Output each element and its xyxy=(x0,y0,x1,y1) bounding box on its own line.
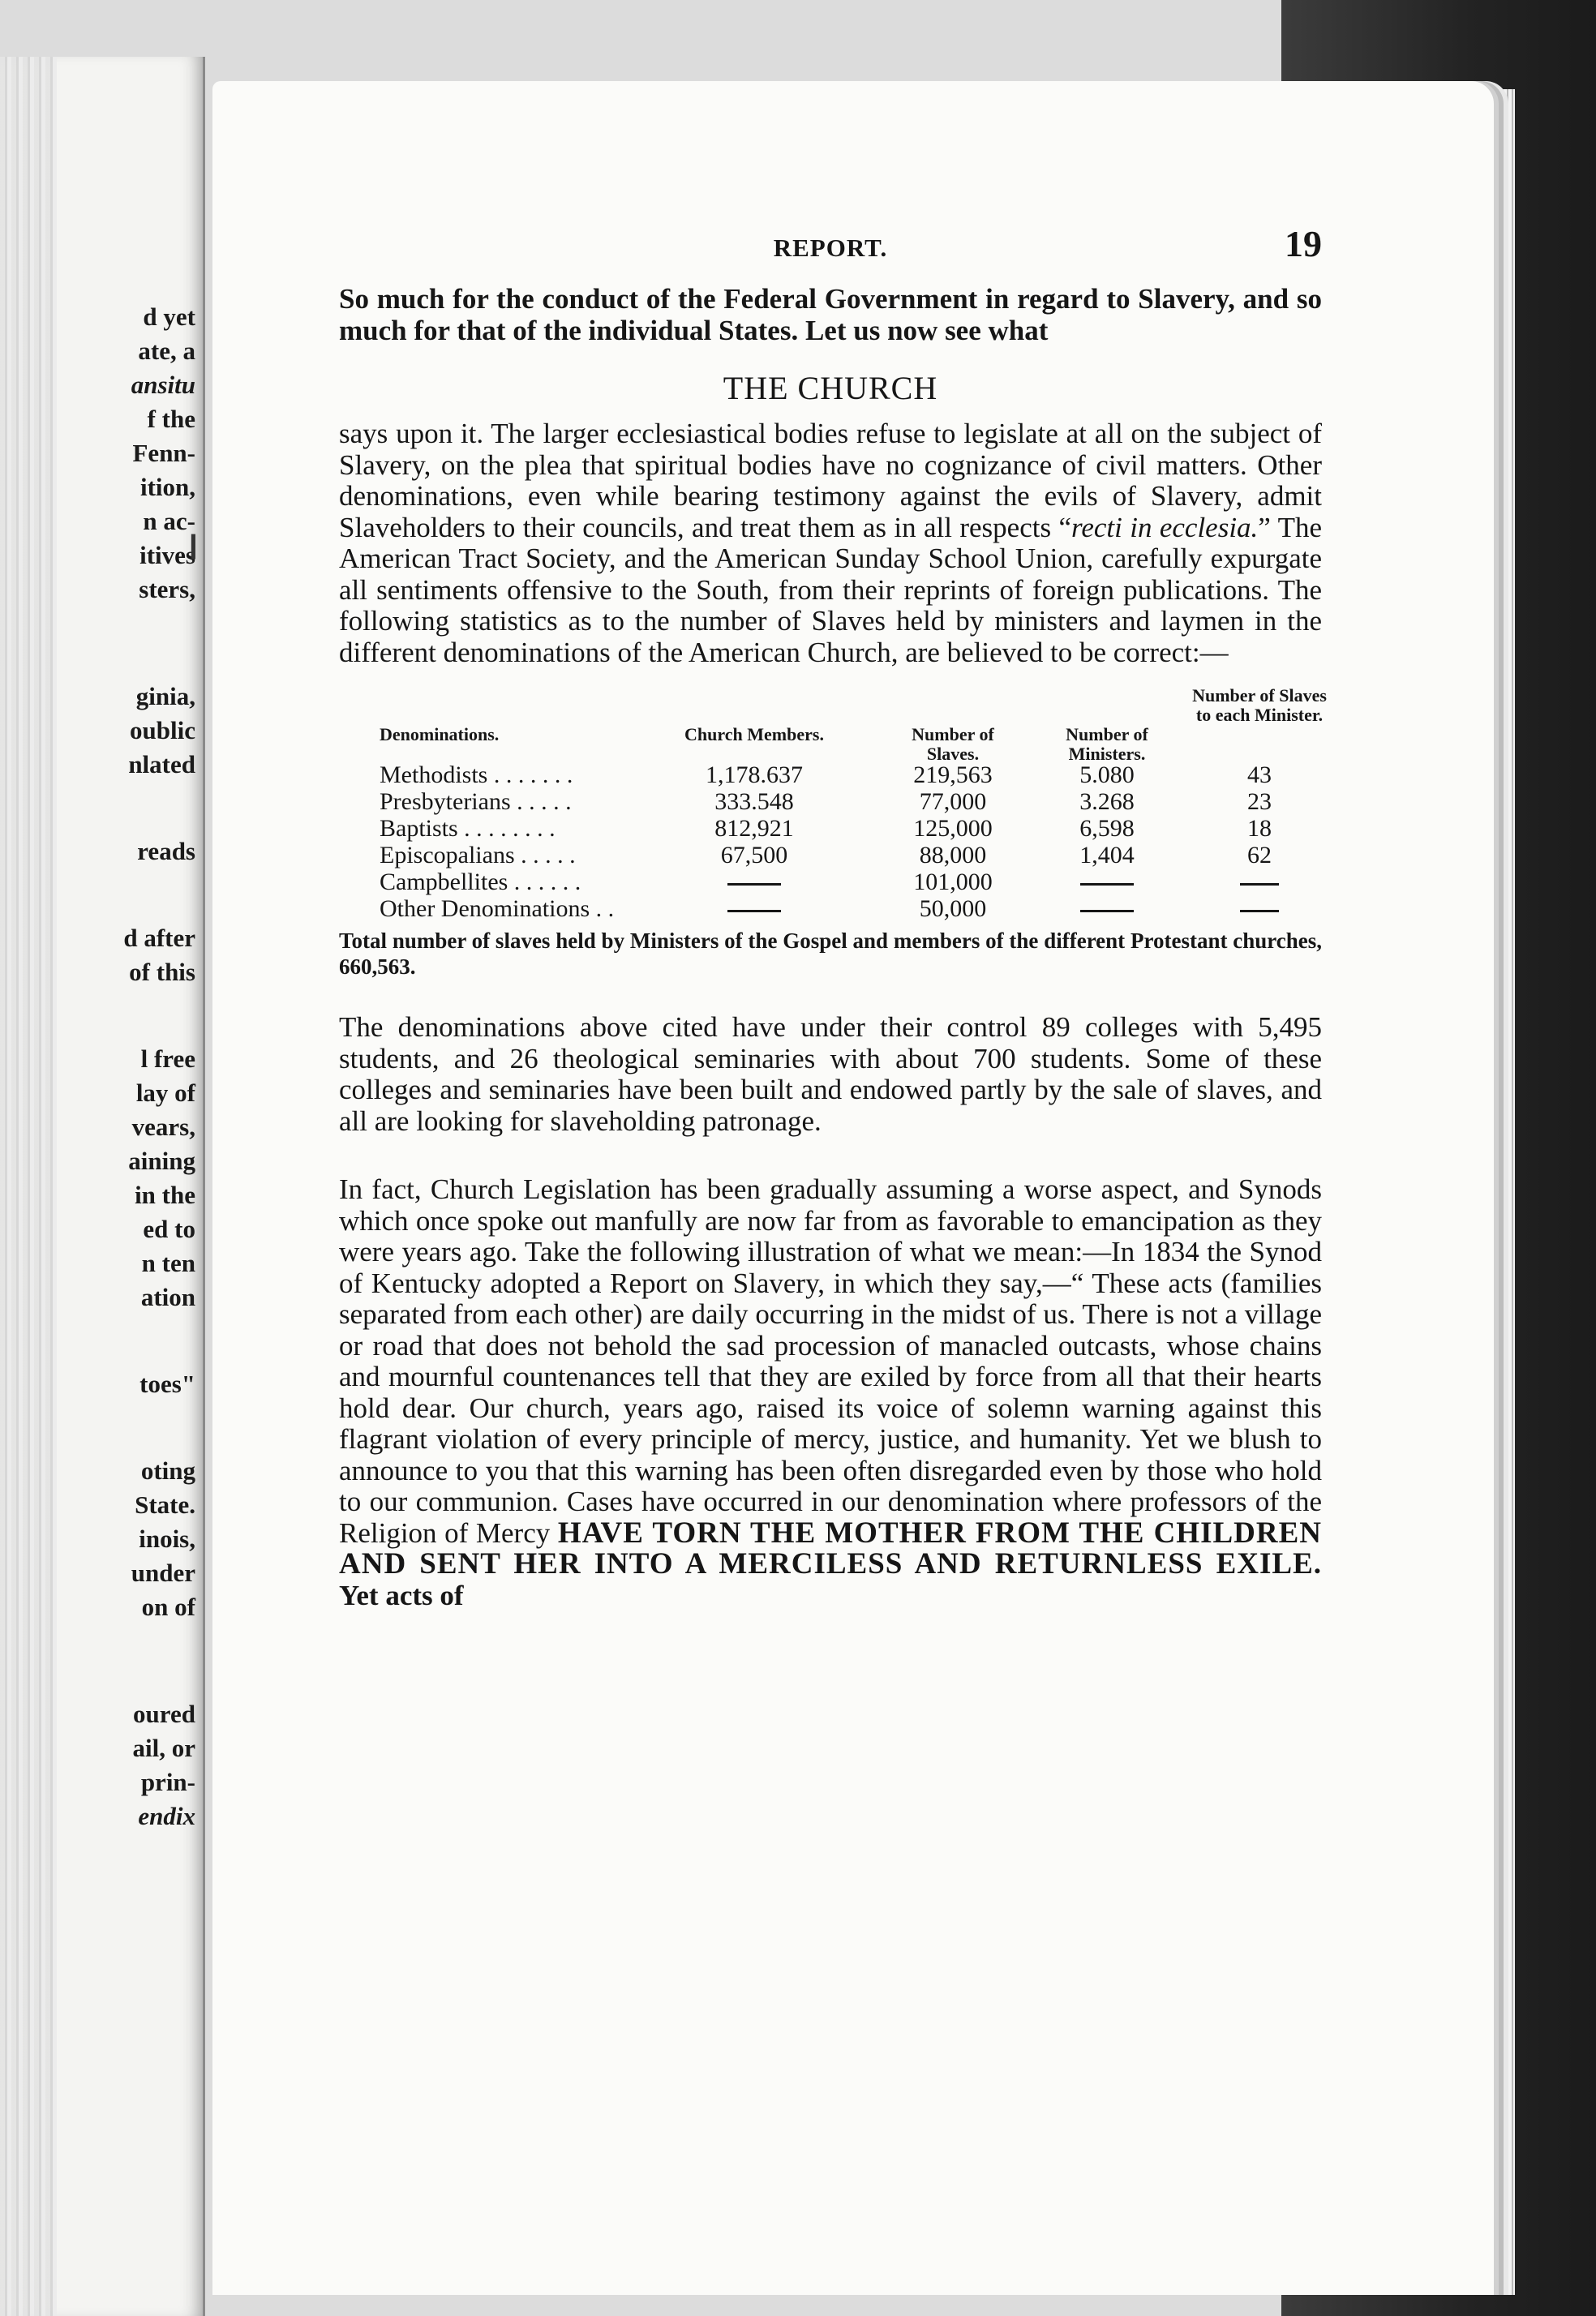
header-church-members: Church Members. xyxy=(684,724,824,744)
left-page-line: d yet xyxy=(143,302,195,331)
table-row xyxy=(339,894,1322,923)
table-cell-slaves: 88,000 xyxy=(919,842,987,868)
left-page-line: oting xyxy=(140,1456,195,1485)
empty-cell-dash xyxy=(1046,894,1168,923)
legislation-paragraph xyxy=(339,1174,1322,1611)
table-cell-members: 1,178.637 xyxy=(706,761,803,788)
empty-cell-dash xyxy=(673,868,835,896)
left-page-line: l free xyxy=(140,1044,195,1073)
table-row xyxy=(339,761,1322,789)
dash-mark xyxy=(1080,883,1134,886)
empty-cell-dash xyxy=(1046,868,1168,896)
table-cell-members: 67,500 xyxy=(720,842,788,868)
table-row xyxy=(339,787,1322,816)
table-cell-members: 333.548 xyxy=(714,788,794,815)
table-cell-ministers: 1,404 xyxy=(1079,842,1135,868)
dash-mark xyxy=(1080,910,1134,912)
page-number: 19 xyxy=(1285,223,1322,264)
left-page-line: oured xyxy=(133,1700,195,1728)
table-cell-slaves: 101,000 xyxy=(913,868,993,895)
table-cell-slaves: 125,000 xyxy=(913,815,993,842)
denomination-name: Baptists . . . . . . . . xyxy=(380,815,556,842)
left-page-line: n ac- xyxy=(143,507,195,535)
header-number-of-slaves: Number of Slaves. xyxy=(912,724,994,764)
left-page-line: under xyxy=(131,1559,195,1587)
left-page-line: of this xyxy=(129,958,195,986)
left-page-line: inois, xyxy=(139,1525,195,1553)
legislation-paragraph-end: Yet acts of xyxy=(339,1579,464,1611)
left-page-line: toes" xyxy=(139,1370,195,1398)
intro-paragraph: So much for the conduct of the Federal Government in regard to Slavery, and so much for that of the individual States. Let us now see what xyxy=(339,283,1322,346)
church-paragraph-text-continued: ” The American Tract Society, and the American Sunday School Union, carefully expurgate all sentiments offensive to the South, from their reprints of foreign publications. The following statistics as to the number of Slaves held by ministers and laymen in the different denominations of the American Church, are believed to be correct:— xyxy=(339,511,1322,668)
denomination-name: Other Denominations . . xyxy=(380,895,615,922)
table-cell-members: 812,921 xyxy=(714,815,794,842)
left-page-line: in the xyxy=(135,1181,195,1209)
left-page-line: reads xyxy=(137,837,195,865)
table-cell-per-minister: 62 xyxy=(1247,842,1272,868)
table-cell-slaves: 219,563 xyxy=(913,761,993,788)
left-page-text-fragments xyxy=(0,300,199,1834)
empty-cell-dash xyxy=(1191,868,1328,896)
legislation-paragraph-text: In fact, Church Legislation has been gradually assuming a worse aspect, and Synods which once spoke out manfully are now far from as favorable to emancipation as they were years ago. Take the following illustration of what we mean:—In 1834 the Synod of Kentucky adopted a Report on Slavery, in which they say,—“ These acts (families separated from each other) are daily occurring in the midst of us. There is not a village or road that does not behold the sad procession of manacled outcasts, whose chains and mournful countenances tell that they are exiled by force from all that their hearts hold dear. Our church, years ago, raised its voice of solemn warning against this flagrant violation of every principle of mercy, justice, and humanity. Yet we blush to announce to you that this warning has been often disregarded even by those who hold to our communion. Cases have occurred in our denomination where professors of the Religion of Mercy xyxy=(339,1173,1322,1549)
page-content xyxy=(339,223,1327,1611)
left-page-line: oublic xyxy=(130,716,195,744)
page-header xyxy=(339,223,1322,284)
left-page-line: Fenn- xyxy=(132,439,195,467)
left-page-line: ation xyxy=(140,1283,195,1311)
table-cell-per-minister: 23 xyxy=(1247,788,1272,815)
table-row xyxy=(339,814,1322,843)
left-page-line: ail, or xyxy=(132,1734,195,1762)
left-page-line: endix xyxy=(138,1802,195,1830)
left-page-line: sters, xyxy=(139,575,195,603)
left-page-line: nlated xyxy=(128,750,195,778)
left-page-line: vears, xyxy=(131,1113,195,1141)
dash-mark xyxy=(727,883,781,886)
statistics-table xyxy=(339,685,1327,922)
table-cell-per-minister: 43 xyxy=(1247,761,1272,788)
left-page-line: f the xyxy=(147,405,195,433)
latin-phrase: recti in ecclesia. xyxy=(1071,511,1259,543)
left-page-line: d after xyxy=(123,924,195,952)
left-page-line: ansitu xyxy=(131,371,195,399)
margin-mark: ▎ xyxy=(191,535,208,559)
left-page-line: ition, xyxy=(139,473,195,501)
table-cell-slaves: 50,000 xyxy=(919,895,987,922)
left-page-line: n ten xyxy=(141,1249,195,1277)
left-page-line: lay of xyxy=(135,1079,195,1107)
table-cell-slaves: 77,000 xyxy=(919,788,987,815)
empty-cell-dash xyxy=(1191,894,1328,923)
left-page-line: State. xyxy=(135,1490,195,1519)
left-page-line: on of xyxy=(141,1593,195,1621)
denomination-name: Presbyterians . . . . . xyxy=(380,788,572,815)
table-row xyxy=(339,841,1322,869)
left-page-line: ate, a xyxy=(138,337,195,365)
dash-mark xyxy=(1240,883,1279,886)
header-number-of-ministers: Number of Ministers. xyxy=(1066,724,1148,764)
emphasized-capitals: HAVE TORN THE MOTHER FROM THE CHILDREN AND SENT HER INTO A MERCILESS AND RETURNLESS EXILE. xyxy=(339,1516,1322,1580)
left-page-line: ed to xyxy=(143,1215,195,1243)
table-total-note: Total number of slaves held by Ministers of the Gospel and members of the different Protestant churches, 660,563. xyxy=(339,929,1322,979)
denomination-name: Methodists . . . . . . . xyxy=(380,761,573,788)
dash-mark xyxy=(727,910,781,912)
table-cell-ministers: 5.080 xyxy=(1079,761,1135,788)
left-facing-page xyxy=(0,57,205,2316)
dash-mark xyxy=(1240,910,1279,912)
denomination-name: Episcopalians . . . . . xyxy=(380,842,576,868)
table-cell-per-minister: 18 xyxy=(1247,815,1272,842)
left-page-line: itives xyxy=(139,541,195,569)
denomination-name: Campbellites . . . . . . xyxy=(380,868,581,895)
header-slaves-per-minister: Number of Slaves to each Minister. xyxy=(1192,685,1327,725)
table-row xyxy=(339,868,1322,896)
empty-cell-dash xyxy=(673,894,835,923)
left-page-line: ginia, xyxy=(135,682,195,710)
table-cell-ministers: 3.268 xyxy=(1079,788,1135,815)
colleges-paragraph: The denominations above cited have under their control 89 colleges with 5,495 students, and 26 theological seminaries with about 700 students. Some of these colleges and seminaries have been built and endowed partly by the sale of slaves, and all are looking for slaveholding patronage. xyxy=(339,1011,1322,1137)
church-paragraph-text: says upon it. The larger ecclesiastical bodies refuse to legislate at all on the subject of Slavery, on the plea that spiritual bodies have no cognizance of civil matters. Other denominations, even while bearing testimony against the evils of Slavery, admit Slaveholders to their councils, and treat them as in all respects “ xyxy=(339,418,1322,543)
section-title: THE CHURCH xyxy=(723,370,938,406)
header-denominations: Denominations. xyxy=(380,724,500,744)
left-page-line: aining xyxy=(128,1147,195,1175)
church-paragraph xyxy=(339,418,1322,668)
table-cell-ministers: 6,598 xyxy=(1079,815,1135,842)
running-head: REPORT. xyxy=(773,234,888,262)
left-page-line: prin- xyxy=(140,1768,195,1796)
